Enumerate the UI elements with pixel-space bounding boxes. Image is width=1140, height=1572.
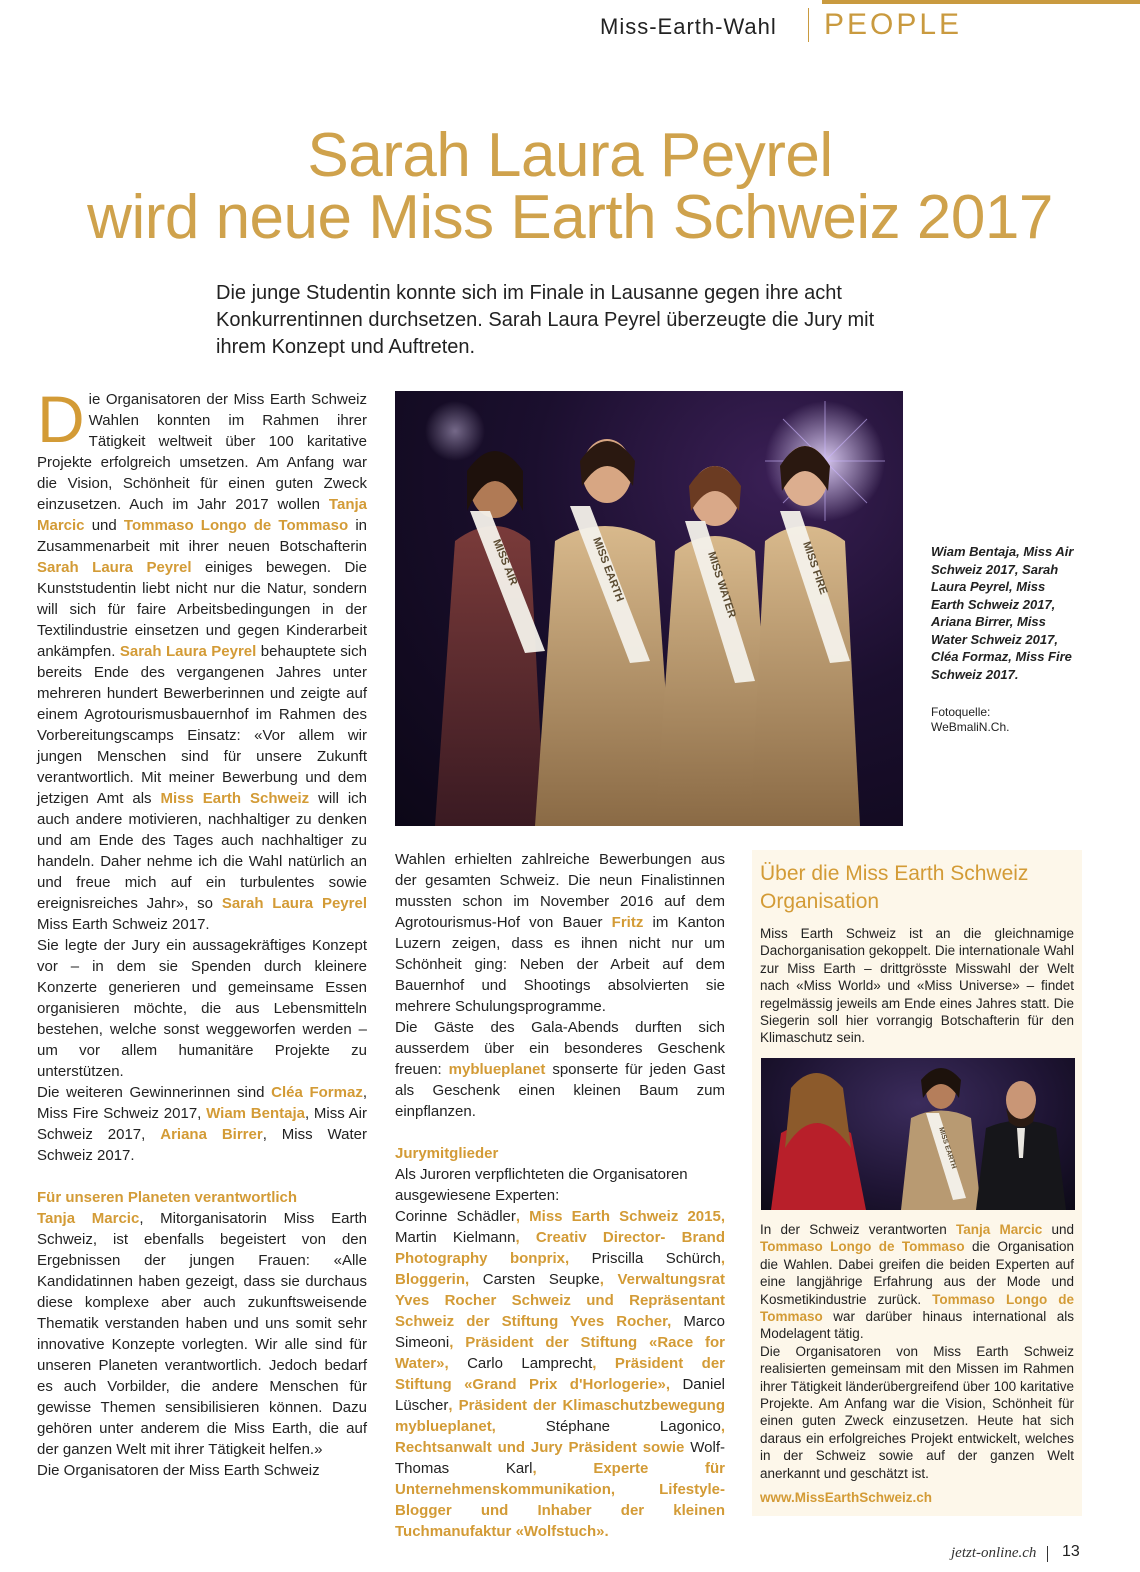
sash-label-3: MISS WATER [705,550,738,620]
highlighted-name: , Experte für Unternehmenskommunikation, Lifestyle-Blogger und Inhaber der kleinen Tuchmanufaktur «Wolfstuch». [395,1460,725,1540]
highlighted-name: Fritz [611,914,644,931]
highlighted-name: , Miss Earth Schweiz 2015, [515,1208,725,1225]
header-rule [822,0,1140,4]
col2-paragraph-4 [395,1206,725,1542]
col1-paragraph-5: Die Organisatoren der Miss Earth Schweiz [37,1462,320,1479]
highlighted-name: Sarah Laura Peyrel [221,895,367,912]
photo-credit [931,705,1081,735]
text-run: war darüber hinaus international als Modelagent tätig. [760,1309,1074,1342]
box-sash-label: MISS EARTH [937,1126,958,1170]
photo-caption: Wiam Bentaja, Miss Air Schweiz 2017, Sarah Laura Peyrel, Miss Earth Schweiz 2017, Ariana Birrer, Miss Water Schweiz 2017, Cléa Formaz, Miss Fire Schweiz 2017. [931,544,1074,682]
sash-label-2: MISS EARTH [590,535,626,604]
highlighted-name: , Präsident der Stiftung «Race for Water», [395,1334,725,1372]
text-run: Die weiteren Gewinnerinnen sind [37,1084,272,1101]
col2-paragraph-1 [395,849,725,1017]
highlighted-name: , Präsident der Stiftung «Grand Prix d'Horlogerie», [395,1355,726,1393]
text-run: im Kanton Luzern zeigen, dass es ihnen nicht nur um Schönheit ging: Neben der Arbeit auf dem Bauernhof und Shootings absolvierten sie mehrere Schulungsprogramme. [395,914,725,1015]
header-separator [808,8,809,42]
winners-photo-illustration [395,391,903,826]
col1-paragraph-1 [37,382,368,935]
col1-paragraph-2: Sie legte der Jury ein aussagekräftiges Konzept vor – in dem sie Spenden durch kleinere Konzerte generieren und gemeinsame Essen organisieren möchte, die aus Lebensmitteln bestehen, welche sonst weggeworfen werden – um vor allem humanitäre Projekte zu unterstützen. [37,937,367,1080]
col2-paragraph-3: Als Juroren verpflichteten die Organisatoren ausgewiesene Experten: [395,1166,688,1204]
text-run: Wolf-Thomas Karl [395,1439,725,1477]
footer-site: jetzt-online.ch [951,1545,1037,1561]
info-box-title: Über die Miss Earth Schweiz Organisation [760,862,1029,913]
website-link[interactable]: www.MissEarthSchweiz.ch [760,1490,933,1505]
info-box-paragraph-1 [760,1221,1074,1343]
drop-cap: D [37,382,85,456]
text-run: sponserte für jeden Gast als Geschenk einen kleinen Baum zum einpflanzen. [395,1061,725,1120]
text-run: Stéphane Lagonico [545,1418,721,1435]
article-column-2 [395,849,725,1542]
col2-paragraph-2 [395,1017,725,1122]
organizers-photo-illustration [761,1058,1075,1210]
text-run: behauptete sich bereits Ende des vergangenen Jahres unter mehreren hundert Bewerberinnen und zeigte auf einem Agrotourismusbauernhof im Rahmen des Vorbereitungscamps Einsatz: «Vor allem wir jungen Menschen sind für unsere Zukunft verantwortlich. Mit meiner Bewerbung und dem jetzigen Amt als [37,643,367,807]
info-box-photo [761,1058,1075,1210]
box-figure-2 [901,1068,981,1210]
sash-label-1: MISS AIR [490,537,520,588]
col2-subheading: Jurymitglieder [395,1145,499,1162]
col1-subheading: Für unseren Planeten verantwortlich [37,1189,298,1206]
highlighted-name: Miss Earth Schweiz [160,790,310,807]
article-column-1 [37,382,368,1481]
highlighted-name: Tommaso Longo de Tommaso [760,1239,965,1255]
text-run: Marco Simeoni [395,1313,725,1351]
col1-paragraph-3 [37,1082,367,1166]
text-run: , Miss Water Schweiz 2017. [37,1126,367,1164]
text-run: ie Organisatoren der Miss Earth Schweiz Wahlen konnten im Rahmen ihrer Tätigkeit weltweit über 100 karitative Projekte erfolgreich umsetzen. Am Anfang war die Vision, Schönheit für einen guten Zweck einzusetzen. Auch im Jahr 2017 wollen [37,391,367,513]
headline-line-1: Sarah Laura Peyrel [307,121,833,190]
page-title [0,121,1140,252]
main-photo [395,391,903,826]
sash-label-4: MISS FIRE [800,540,830,596]
highlighted-name: Cléa Formaz [271,1084,363,1101]
text-run: Miss Earth Schweiz 2017. [37,916,210,933]
text-run: , Miss Fire Schweiz 2017, [37,1084,367,1122]
text-run: Carsten Seupke [482,1271,600,1288]
page-number: 13 [1062,1543,1080,1560]
text-run: In der Schweiz verantworten [760,1222,956,1237]
highlighted-name: myblueplanet [448,1061,546,1078]
text-run: einiges bewegen. Die Kunststudentin liebt nicht nur die Natur, sondern will sich für faire Arbeitsbedingungen in der Textilindustrie einsetzen und gegen Kinderarbeit ankämpfen. [37,559,367,660]
section-label: Miss-Earth-Wahl [600,14,777,39]
text-run: Priscilla Schürch [591,1250,721,1267]
category-label: PEOPLE [824,8,963,41]
highlighted-name: , Präsident der Klimaschutzbewegung myblueplanet, [395,1397,725,1435]
text-run: Daniel Lüscher [395,1376,725,1414]
text-run: die Organisation die Wahlen. Dabei greifen die beiden Experten auf eine langjährige Erfahrung aus der Mode und Kosmetikindustrie zurück. [760,1239,1075,1307]
highlighted-name: Wiam Bentaja [206,1105,305,1122]
col1-paragraph-4 [37,1208,367,1460]
footer-separator [1047,1546,1048,1562]
highlighted-name: , Bloggerin, [395,1250,725,1288]
text-run: will ich auch andere motivieren, nachhaltiger zu denken und am Ende des Tages auch nachhaltiger zu handeln. Daher nehme ich die Wahl natürlich an und freue mich auf ein turbulentes sowie ereignisreiches Jahr», so [37,790,368,912]
text-run: Die Gäste des Gala-Abends durften sich ausserdem über ein besonderes Geschenk freuen: [395,1019,725,1078]
text-run: und [1042,1222,1074,1237]
info-box-paragraph-2: Die Organisatoren von Miss Earth Schweiz realisierten gemeinsam mit den Missen im Rahmen ihrer Tätigkeit länderübergreifend über 100 karitative Projekte. Am Anfang war die Vision, Schönheit für einen guten Zweck einzusetzen. Heute hat sich daraus ein erfolgreiches Projekt entwickelt, welches in der Schweiz sowie auf der ganzen Welt anerkannt und geschätzt ist. [760,1343,1074,1481]
highlighted-name: , Creativ Director- Brand Photography bonprix, [395,1229,725,1267]
text-run: , Miss Air Schweiz 2017, [37,1105,367,1143]
lead-paragraph: Die junge Studentin konnte sich im Finale in Lausanne gegen ihre acht Konkurrentinnen durchsetzen. Sarah Laura Peyrel überzeugte die Jury mit ihrem Konzept und Auftreten. [216,282,875,358]
highlighted-name: Tommaso Longo de Tommaso [760,1291,1074,1325]
info-box-text-2 [760,1221,1074,1482]
photo-credit-label: Fotoquelle: [931,705,991,719]
text-run: und [84,517,124,534]
highlighted-name: Sarah Laura Peyrel [119,643,257,660]
highlighted-name: Ariana Birrer [160,1126,263,1143]
text-run: in Zusammenarbeit mit ihrer neuen Botschafterin [37,517,367,555]
figure-2 [535,439,675,826]
highlighted-name: Tanja Marcic [37,1210,140,1227]
box-figure-3 [976,1081,1066,1210]
highlighted-name: Tommaso Longo de Tommaso [123,517,349,534]
text-run: Carlo Lamprecht [467,1355,593,1372]
photo-credit-source: WeBmaliN.Ch. [931,720,1010,734]
highlighted-name: Tanja Marcic [955,1222,1043,1237]
headline-line-2: wird neue Miss Earth Schweiz 2017 [87,183,1053,252]
highlighted-name: , Verwaltungsrat Yves Rocher Schweiz und Repräsentant Schweiz der Stiftung Yves Rocher, [395,1271,725,1330]
text-run: , Mitorganisatorin Miss Earth Schweiz, ist ebenfalls begeistert von den Ergebnissen der jungen Frauen: «Alle Kandidatinnen haben gezeigt, dass sie durchaus diese komplexe aber auch zukunftsweisende Thematik verstanden haben und uns somit sehr innovative Konzepte vorlegten. Wir alle sind für unseren Planeten verantwortlich. Jedoch bedarf es auch Vorbilder, die andere Menschen für gewisse Themen sensibilisieren können. Dazu gehören unter anderem die Miss Earth, die auf der ganzen Welt mit ihrer Tätigkeit helfen.» [37,1210,367,1458]
text-run: Wahlen erhielten zahlreiche Bewerbungen aus der gesamten Schweiz. Die neun Finalistinnen mussten schon im November 2016 auf dem Agrotourismus-Hof von Bauer [395,851,725,931]
box-figure-1 [771,1073,866,1210]
info-box-text: Miss Earth Schweiz ist an die gleichnamige Dachorganisation gekoppelt. Die internationale Wahl zur Miss Earth – drittgrösste Misswahl der Welt nach «Miss World» und «Miss Universe» – findet regelmässig jeweils am Ende eines Jahres statt. Die Siegerin soll hier vorrangig Botschafterin für den Klimaschutz sein. [760,926,1074,1046]
text-run: Martin Kielmann [395,1229,516,1246]
highlighted-name: , Rechtsanwalt und Jury Präsident sowie [395,1418,725,1456]
text-run: Corinne Schädler [395,1208,516,1225]
highlighted-name: Sarah Laura Peyrel [37,559,192,576]
highlighted-name: Tanja Marcic [37,496,367,534]
